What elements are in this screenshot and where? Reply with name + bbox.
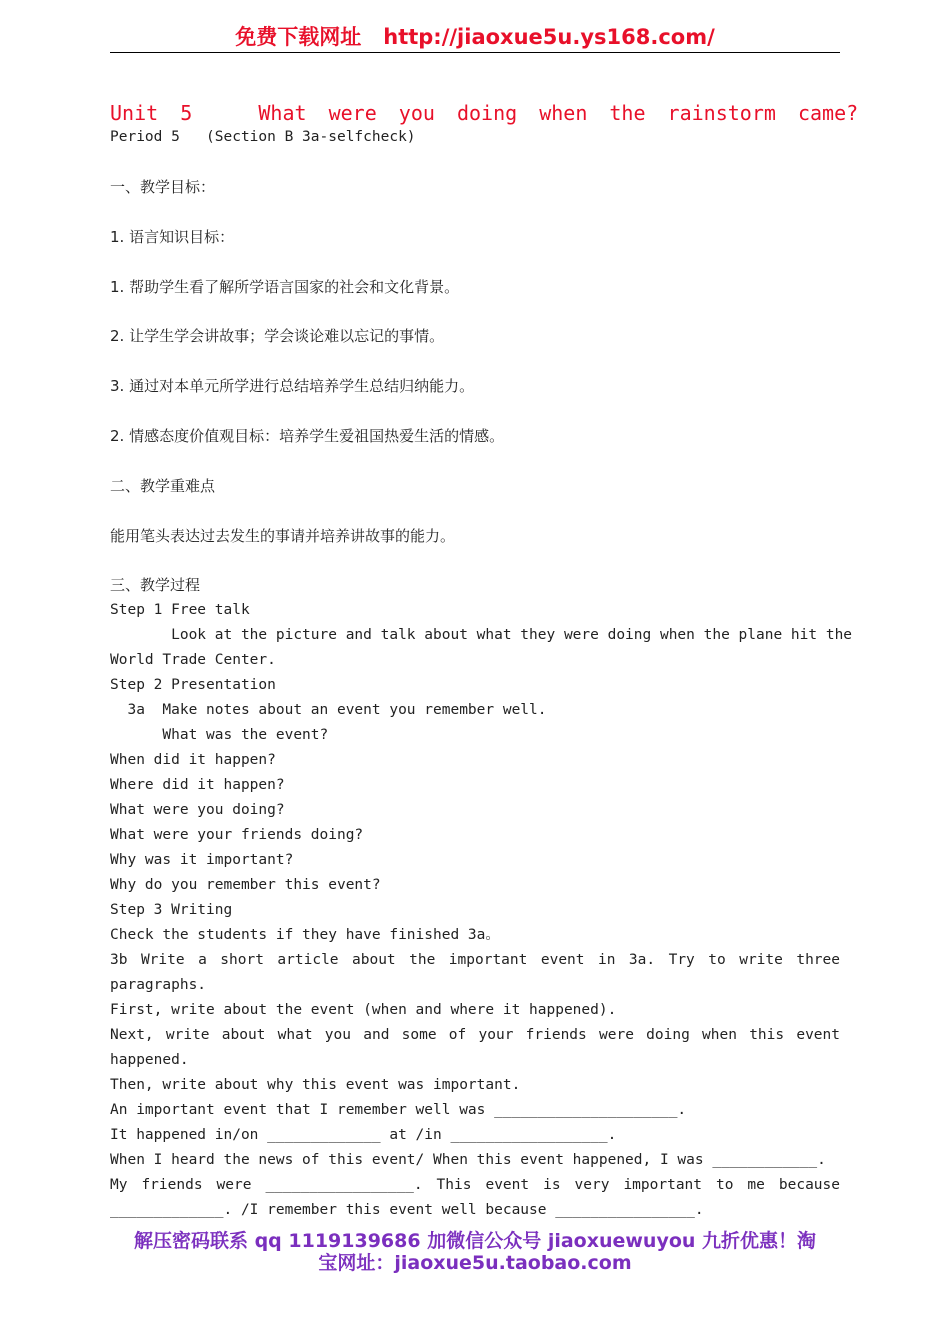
key-points-text: 能用笔头表达过去发生的事请并培养讲故事的能力。 <box>110 527 456 545</box>
subheading-language-goals: 1. 语言知识目标： <box>110 228 235 246</box>
step-1-text-line-1: Look at the picture and talk about what they were doing when the plane hit the <box>110 627 853 643</box>
footer-taobao-link[interactable]: 宝网址：jiaoxue5u.taobao.com <box>318 1252 632 1274</box>
goal-item-1: 1. 帮助学生看了解所学语言国家的社会和文化背景。 <box>110 278 460 296</box>
fill-in-line-3: When I heard the news of this event/ When this event happened, I was ____________. <box>110 1152 826 1168</box>
footer-contact-line: 解压密码联系 qq 1119139686 加微信公众号 jiaoxuewuyou 九折优惠！淘 <box>133 1230 817 1252</box>
goal-item-2: 2. 让学生学会讲故事；学会谈论难以忘记的事情。 <box>110 327 445 345</box>
document-title: Unit 5 What were you doing when the rainstorm came? <box>110 101 859 125</box>
question-4: What were you doing? <box>110 802 285 818</box>
step-2-3a: 3a Make notes about an event you remember well. <box>110 702 547 718</box>
section-heading-key-points: 二、教学重难点 <box>110 477 216 495</box>
period-line: Period 5 (Section B 3a-selfcheck) <box>110 129 416 145</box>
step-1-heading: Step 1 Free talk <box>110 602 250 618</box>
subheading-emotion-goals: 2. 情感态度价值观目标：培养学生爱祖国热爱生活的情感。 <box>110 427 505 445</box>
task-3b-line-2: paragraphs. <box>110 977 207 993</box>
instruction-next-line-1: Next, write about what you and some of your friends were doing when this event <box>110 1027 840 1043</box>
fill-in-line-4: My friends were _________________. This event is very important to me because <box>110 1177 840 1193</box>
question-5: What were your friends doing? <box>110 827 364 843</box>
section-heading-objectives: 一、教学目标： <box>110 178 216 196</box>
header-label: 免费下载网址 <box>235 25 362 49</box>
fill-in-line-5: _____________. /I remember this event well because ________________. <box>110 1202 704 1218</box>
instruction-then: Then, write about why this event was important. <box>110 1077 521 1093</box>
header-url-link[interactable]: http://jiaoxue5u.ys168.com/ <box>383 25 715 49</box>
check-line: Check the students if they have finished 3a。 <box>110 927 500 943</box>
goal-item-3: 3. 通过对本单元所学进行总结培养学生总结归纳能力。 <box>110 377 475 395</box>
instruction-next-line-2: happened. <box>110 1052 189 1068</box>
question-2: When did it happen? <box>110 752 276 768</box>
task-3b-line-1: 3b Write a short article about the important event in 3a. Try to write three <box>110 952 840 968</box>
page-header <box>110 24 840 53</box>
step-1-text-line-2: World Trade Center. <box>110 652 276 668</box>
question-6: Why was it important? <box>110 852 294 868</box>
step-2-heading: Step 2 Presentation <box>110 677 276 693</box>
fill-in-line-1: An important event that I remember well was _____________________. <box>110 1102 687 1118</box>
document-page <box>110 0 859 1344</box>
fill-in-line-2: It happened in/on _____________ at /in __________________. <box>110 1127 617 1143</box>
step-3-heading: Step 3 Writing <box>110 902 233 918</box>
question-3: Where did it happen? <box>110 777 285 793</box>
instruction-first: First, write about the event (when and where it happened). <box>110 1002 617 1018</box>
section-heading-process: 三、教学过程 <box>110 576 201 594</box>
question-1: What was the event? <box>110 727 329 743</box>
question-7: Why do you remember this event? <box>110 877 381 893</box>
